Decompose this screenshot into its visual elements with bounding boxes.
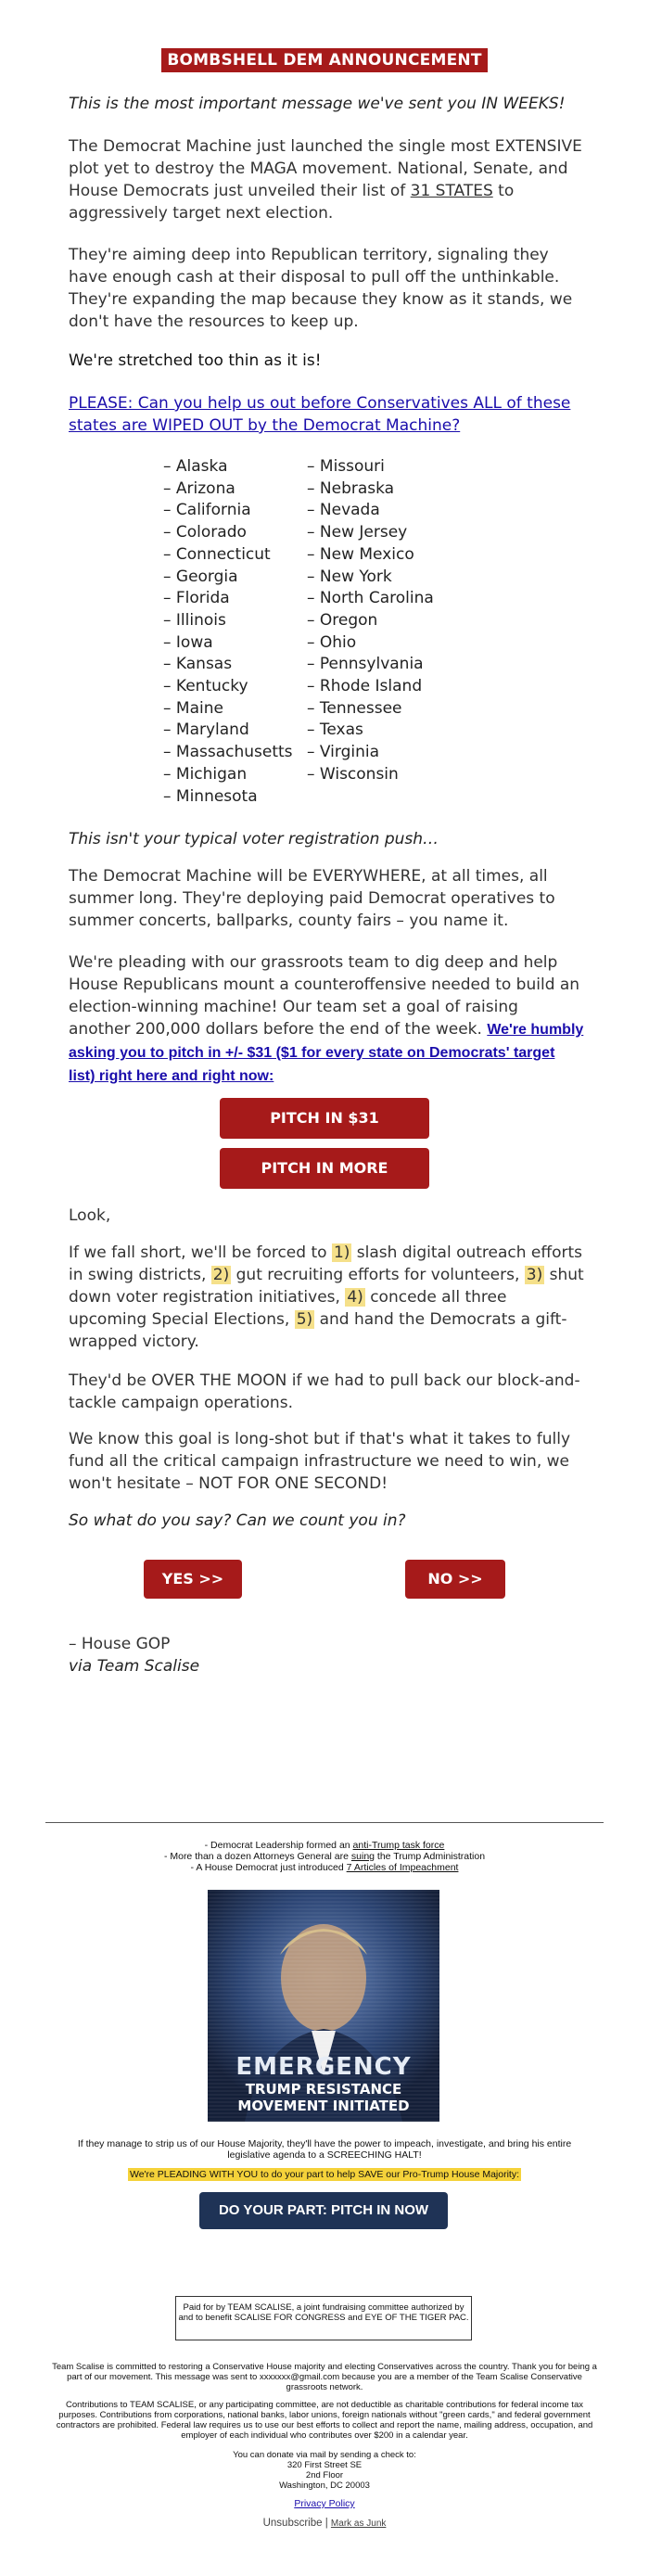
state-item: – Texas xyxy=(307,721,363,740)
state-item: – New Mexico xyxy=(307,544,414,564)
signature-team-scalise: via Team Scalise xyxy=(69,1657,200,1676)
ask-paragraph xyxy=(69,392,584,437)
mail-line-1: You can donate via mail by sending a check to: xyxy=(233,2450,416,2460)
mail-line-4: Washington, DC 20003 xyxy=(279,2480,370,2491)
not-typical-line: This isn't your typical voter registration push… xyxy=(69,830,439,848)
promo-plead: We're PLEADING WITH YOU to do your part to help SAVE our Pro-Trump House Majority: xyxy=(129,2169,519,2180)
mark-as-junk-link[interactable]: Mark as Junk xyxy=(330,2519,387,2529)
tagline: This is the most important message we've sent you IN WEEKS! xyxy=(69,95,566,113)
paragraph-plot xyxy=(69,135,584,224)
suing-link[interactable]: suing xyxy=(350,1851,375,1862)
announcement-banner: BOMBSHELL DEM ANNOUNCEMENT xyxy=(161,48,487,72)
state-item: – Nevada xyxy=(307,501,380,520)
promo-bullet-3-text: - A House Democrat just introduced xyxy=(190,1862,347,1873)
paragraph-aiming: They're aiming deep into Republican territory, signaling they have enough cash at their disposal to pull off the unthinkable. They're expanding the map because they know as it stands, we don't have the resources to keep up. xyxy=(69,246,573,331)
state-item: – Ohio xyxy=(307,632,357,652)
state-item: – Oregon xyxy=(307,610,378,630)
consequence-text-a: If we fall short, we'll be forced to xyxy=(69,1243,332,1262)
stretched-line: We're stretched too thin as it is! xyxy=(69,351,322,370)
paragraph-plot-text-b: to aggressively target next election. xyxy=(69,182,515,223)
do-your-part-button[interactable]: DO YOUR PART: PITCH IN NOW xyxy=(199,2192,448,2229)
promo-bullet-2-text-a: - More than a dozen Attorneys General are xyxy=(163,1851,351,1862)
footer-mail xyxy=(45,2450,604,2491)
state-item: – Tennessee xyxy=(307,698,402,718)
paragraph-pleading xyxy=(69,951,584,1088)
state-item: – Maine xyxy=(163,698,223,718)
state-item: – Georgia xyxy=(163,567,238,586)
state-list-col-1 xyxy=(163,456,293,808)
state-item: – Illinois xyxy=(163,610,226,630)
state-list-col-2 xyxy=(307,456,434,786)
task-force-link[interactable]: anti-Trump task force xyxy=(352,1840,445,1851)
unsubscribe-row xyxy=(45,2518,604,2530)
state-item: – Rhode Island xyxy=(307,677,423,696)
state-item: – Virginia xyxy=(307,743,380,762)
look-line: Look, xyxy=(69,1206,111,1225)
paragraph-consequences xyxy=(69,1242,584,1353)
consequence-num-2: 2) xyxy=(212,1266,230,1284)
promo-bullets xyxy=(45,1840,604,1873)
state-item: – New York xyxy=(307,567,392,586)
state-item: – North Carolina xyxy=(307,589,434,608)
pitch-in-more-button[interactable]: PITCH IN MORE xyxy=(220,1148,429,1189)
consequence-num-1: 1) xyxy=(333,1243,350,1262)
consequence-text-c: gut recruiting efforts for volunteers, xyxy=(231,1266,525,1284)
paragraph-plot-text-a: The Democrat Machine just launched the single most EXTENSIVE plot yet to destroy the MAGA movement. National, Senate, and House Democrats just unveiled their list of xyxy=(69,137,582,200)
state-item: – Michigan xyxy=(163,764,248,784)
paragraph-pleading-text: We're pleading with our grassroots team to dig deep and help House Republicans mount a counteroffensive needed to build an election-winning machine! Our team set a goal of raising another 200,000 dollars before the end of the week. xyxy=(69,953,580,1039)
yes-button[interactable]: YES >> xyxy=(144,1560,242,1599)
state-item: – Wisconsin xyxy=(307,764,399,784)
consequence-text-d: shut down voter registration initiatives, xyxy=(69,1266,584,1307)
emergency-promo-image[interactable] xyxy=(208,1890,439,2122)
state-item: – Iowa xyxy=(163,632,213,652)
footer-mission: Team Scalise is committed to restoring a Conservative House majority and electing Conservatives across the country. Thank you for being a part of our movement. This message was sent to xxxxxxx@gmail.com because you are a member of the Team Scalise Conservative grassroots network. xyxy=(52,2362,597,2392)
promo-bullet-1 xyxy=(45,1840,604,1851)
paid-for-box: Paid for by TEAM SCALISE, a joint fundraising committee authorized by and to benefit SCALISE FOR CONGRESS and EYE OF THE TIGER PAC. xyxy=(175,2296,472,2340)
paragraph-moon: They'd be OVER THE MOON if we had to pull back our block-and-tackle campaign operations. xyxy=(69,1371,580,1412)
privacy-row xyxy=(45,2498,604,2509)
mail-line-3: 2nd Floor xyxy=(305,2470,344,2480)
ask-link[interactable]: PLEASE: Can you help us out before Conservatives ALL of these states are WIPED OUT by the Democrat Machine? xyxy=(69,394,571,435)
promo-bullet-3 xyxy=(45,1862,604,1873)
state-item: – Connecticut xyxy=(163,544,271,564)
promo-bullet-1-text: - Democrat Leadership formed an xyxy=(204,1840,353,1851)
state-item: – Arizona xyxy=(163,478,235,498)
paragraph-everywhere: The Democrat Machine will be EVERYWHERE, at all times, all summer long. They're deploying paid Democrat operatives to summer concerts, ballparks, county fairs – you name it. xyxy=(69,867,555,930)
privacy-policy-link[interactable]: Privacy Policy xyxy=(294,2498,355,2509)
state-item: – Massachusetts xyxy=(163,743,293,762)
impeachment-link[interactable]: 7 Articles of Impeachment xyxy=(346,1862,459,1873)
paragraph-long-shot: We know this goal is long-shot but if that's what it takes to fully fund all the critical campaign infrastructure we need to win, we won't hesitate – NOT FOR ONE SECOND! xyxy=(69,1430,571,1493)
state-item: – Kansas xyxy=(163,655,233,674)
divider xyxy=(45,1822,604,1823)
pitch-in-link[interactable]: We're humbly asking you to pitch in +/- $31 ($1 for every state on Democrats' target list) right here and right now: xyxy=(69,1022,584,1084)
consequence-num-5: 5) xyxy=(296,1310,313,1329)
promo-bullet-2-text-b: the Trump Administration xyxy=(375,1851,486,1862)
state-item: – Maryland xyxy=(163,721,249,740)
consequence-text-f: and hand the Democrats a gift-wrapped victory. xyxy=(69,1310,567,1351)
consequence-num-4: 4) xyxy=(347,1288,363,1307)
footer-legal: Contributions to TEAM SCALISE, or any participating committee, are not deductible as charitable contributions for federal income tax purposes. Contributions from corporations, national banks, labor unions, foreign nationals without "green cards," and federal government contractors are prohibited. Federal law requires us to use our best efforts to collect and report the name, mailing address, occupation, and employer of each individual who contributes over $200 in a calendar year. xyxy=(56,2400,593,2441)
signature-house-gop: – House GOP xyxy=(69,1635,171,1653)
state-item: – Colorado xyxy=(163,523,247,542)
state-item: – Minnesota xyxy=(163,786,258,806)
state-item: – Missouri xyxy=(307,457,385,476)
state-item: – New Jersey xyxy=(307,523,408,542)
mail-line-2: 320 First Street SE xyxy=(286,2460,363,2470)
state-item: – Kentucky xyxy=(163,677,248,696)
state-item: – Nebraska xyxy=(307,478,395,498)
promo-emergency-text: EMERGENCY xyxy=(235,2053,412,2081)
promo-plead-row xyxy=(45,2169,604,2180)
unsubscribe-link[interactable]: Unsubscribe xyxy=(262,2518,323,2529)
banner-row xyxy=(0,48,649,72)
promo-warning: If they manage to strip us of our House Majority, they'll have the power to impeach, investigate, and bring his entire legislative agenda to a SCREECHING HALT! xyxy=(77,2138,572,2161)
state-item: – California xyxy=(163,501,251,520)
consequence-text-e: concede all three upcoming Special Elections, xyxy=(69,1288,507,1329)
consequence-text-b: slash digital outreach efforts in swing districts, xyxy=(69,1243,583,1284)
state-item: – Pennsylvania xyxy=(307,655,424,674)
promo-bullet-2 xyxy=(45,1851,604,1862)
states-link[interactable]: 31 STATES xyxy=(410,182,493,200)
state-item: – Alaska xyxy=(163,457,228,476)
state-item: – Florida xyxy=(163,589,230,608)
footer-separator: | xyxy=(322,2518,331,2529)
pitch-in-31-button[interactable]: PITCH IN $31 xyxy=(220,1098,429,1139)
no-button[interactable]: NO >> xyxy=(405,1560,505,1599)
question-line: So what do you say? Can we count you in? xyxy=(69,1511,406,1530)
promo-resistance-text: TRUMP RESISTANCE xyxy=(245,2081,402,2098)
consequence-num-3: 3) xyxy=(526,1266,543,1284)
promo-movement-text: MOVEMENT INITIATED xyxy=(237,2098,410,2114)
